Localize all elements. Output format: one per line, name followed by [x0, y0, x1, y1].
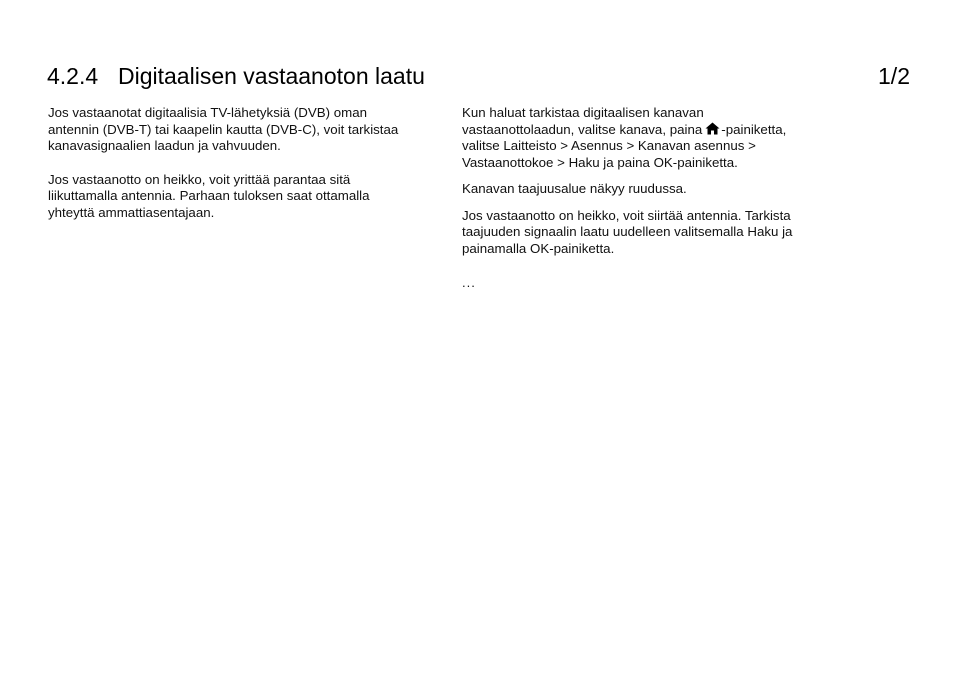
section-number: 4.2.4 [47, 63, 99, 89]
left-paragraph-2: Jos vastaanotto on heikko, voit yrittää parantaa sitä liikuttamalla antennia. Parhaan tuloksen saat ottamalla yhteyttä ammattiasentajaan. [48, 171, 370, 220]
right-paragraph-2: Kanavan taajuusalue näkyy ruudussa. [462, 181, 687, 196]
left-paragraph-1: Jos vastaanotat digitaalisia TV-lähetyksiä (DVB) oman antennin (DVB-T) tai kaapelin kautta (DVB-C), voit tarkistaa kanavasignaalien laadun ja vahvuuden. [48, 105, 399, 153]
home-icon [705, 122, 720, 135]
right-paragraph-1-end: -painiketta, valitse Laitteisto > Asennus > Kanavan asennus > Vastaanottokoe > Haku ja paina OK-painiketta. [462, 121, 787, 170]
continuation-ellipsis: ... [462, 275, 476, 290]
right-paragraph-1-start: Kun haluat tarkistaa digitaalisen kanavan vastaanottolaadun, valitse kanava, paina [462, 105, 704, 137]
right-paragraph-3: Jos vastaanotto on heikko, voit siirtää antennia. Tarkista taajuuden signaalin laatu uudelleen valitsemalla Haku ja painamalla OK-painiketta. [462, 207, 793, 256]
right-column [462, 105, 838, 289]
page-header [47, 59, 910, 95]
page-indicator: 1/2 [878, 63, 910, 89]
right-paragraph-1 [462, 105, 838, 171]
left-column [48, 105, 440, 238]
section-title: Digitaalisen vastaanoton laatu [118, 63, 425, 89]
